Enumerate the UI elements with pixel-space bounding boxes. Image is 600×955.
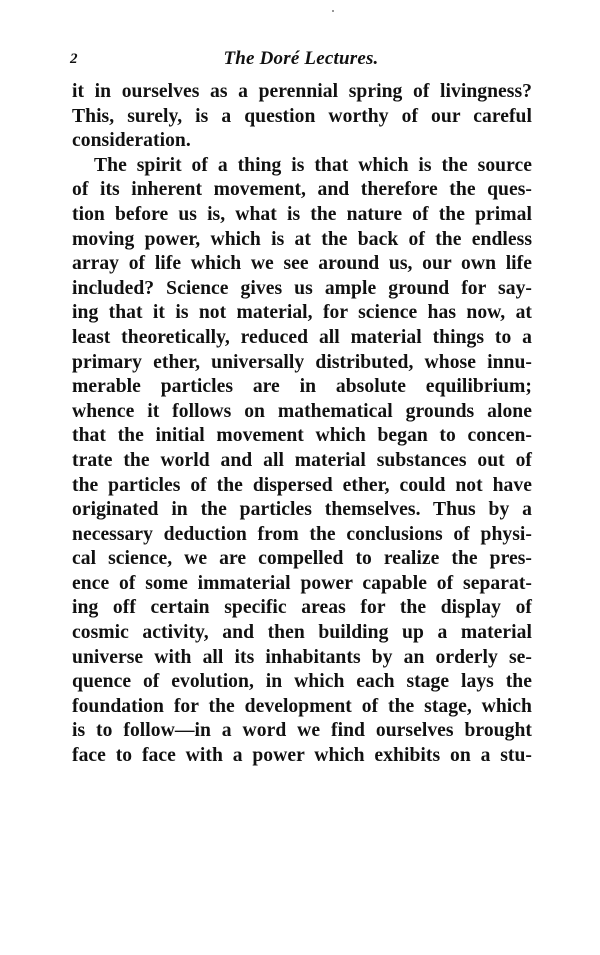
text-line: foundation for the development of the stage, which: [72, 695, 532, 717]
text-line: consideration.: [72, 130, 191, 152]
text-line: least theoretically, reduced all material things to a: [72, 326, 532, 348]
text-line: the particles of the dispersed ether, could not have: [72, 474, 532, 496]
text-line: whence it follows on mathematical grounds alone: [72, 400, 532, 422]
text-line: array of life which we see around us, our own life: [72, 253, 532, 275]
text-line: included? Science gives us ample ground for say-: [72, 277, 532, 299]
text-line: trate the world and all material substances out of: [72, 449, 532, 471]
text-line: originated in the particles themselves. Thus by a: [72, 499, 532, 521]
scan-speck: [332, 10, 334, 12]
text-line: tion before us is, what is the nature of the primal: [72, 203, 532, 225]
text-line: it in ourselves as a perennial spring of livingness?: [72, 81, 532, 102]
text-line: face to face with a power which exhibits on a stu-: [72, 745, 532, 767]
text-line: ing that it is not material, for science has now, at: [72, 302, 532, 324]
text-line: moving power, which is at the back of the endless: [72, 228, 532, 250]
page-number: 2: [70, 51, 78, 67]
text-line: This, surely, is a question worthy of our careful: [72, 105, 532, 127]
text-line: primary ether, universally distributed, whose innu-: [72, 351, 532, 373]
running-title: The Doré Lectures.: [223, 48, 379, 69]
text-line: ing off certain specific areas for the display of: [72, 597, 532, 619]
text-line: necessary deduction from the conclusions of physi-: [72, 523, 532, 545]
text-line: ence of some immaterial power capable of separat-: [72, 572, 532, 594]
text-line: cal science, we are compelled to realize the pres-: [72, 548, 532, 570]
text-line: quence of evolution, in which each stage lays the: [72, 671, 532, 693]
text-line: cosmic activity, and then building up a material: [72, 622, 532, 644]
running-head: [70, 48, 532, 72]
text-line: universe with all its inhabitants by an orderly se-: [72, 646, 532, 668]
text-line: The spirit of a thing is that which is the source: [94, 154, 532, 176]
paragraph-2: [72, 154, 532, 769]
text-line: of its inherent movement, and therefore the ques-: [72, 179, 532, 201]
text-line: that the initial movement which began to concen-: [72, 425, 532, 447]
body-text: [72, 80, 532, 769]
paragraph-1: [72, 80, 532, 154]
text-line: merable particles are in absolute equilibrium;: [72, 376, 532, 398]
text-line: is to follow—in a word we find ourselves brought: [72, 720, 532, 742]
